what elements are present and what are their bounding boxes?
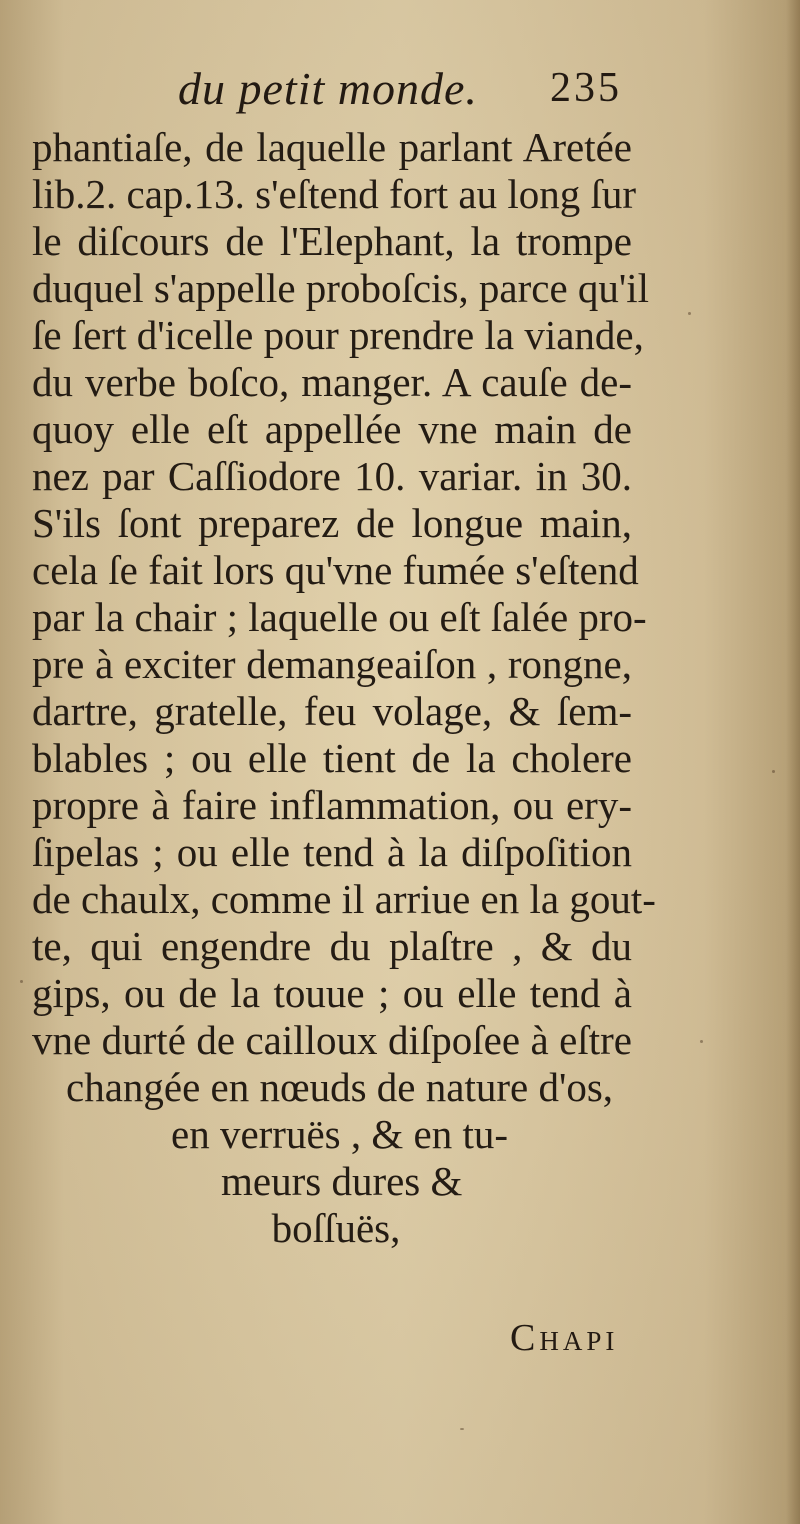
running-head (0, 62, 800, 132)
text-line: lib.2. cap.13. s'eſtend fort au long ſur (32, 171, 637, 217)
running-head-title: du petit monde. (178, 63, 478, 114)
text-line: gips, ou de la touue ; ou elle tend à (32, 970, 632, 1016)
text-line: meurs dures & (221, 1158, 463, 1204)
text-line: ſe ſert d'icelle pour prendre la viande, (32, 312, 644, 358)
text-line: quoy elle eſt appellée vne main de (32, 406, 632, 452)
text-line: le diſcours de l'Elephant, la trompe (32, 218, 632, 264)
text-line: de chaulx, comme il arriue en la gout- (32, 876, 656, 922)
text-line: du verbe boſco, manger. A cauſe de- (32, 359, 632, 405)
text-line: pre à exciter demangeaiſon , rongne, (32, 641, 632, 687)
text-line: phantiaſe, de laquelle parlant Aretée (32, 124, 632, 170)
page-edge-shadow (786, 0, 800, 1524)
paper-speck (700, 1040, 703, 1043)
text-line: dartre, gratelle, feu volage, & ſem- (32, 688, 632, 734)
page-number: 235 (550, 65, 622, 111)
text-line: S'ils ſont preparez de longue main, (32, 500, 632, 546)
text-line: te, qui engendre du plaſtre , & du (32, 923, 632, 969)
text-line: changée en nœuds de nature d'os, (66, 1064, 614, 1110)
text-line: ſipelas ; ou elle tend à la diſpoſition (32, 829, 632, 875)
text-line: en verruës , & en tu- (171, 1111, 508, 1157)
text-line: vne durté de cailloux diſpoſee à eſtre (32, 1017, 632, 1063)
text-line: cela ſe fait lors qu'vne fumée s'eſtend (32, 547, 639, 593)
paper-speck (688, 312, 691, 315)
text-line: nez par Caſſiodore 10. variar. in 30. (32, 453, 632, 499)
text-line: par la chair ; laquelle ou eſt ſalée pro- (32, 594, 647, 640)
text-line: propre à faire inflammation, ou ery- (32, 782, 632, 828)
paper-speck (20, 980, 23, 983)
text-line: boſſuës, (271, 1205, 401, 1251)
text-line: blables ; ou elle tient de la cholere (32, 735, 632, 781)
paper-speck (772, 770, 775, 773)
text-line: duquel s'appelle proboſcis, parce qu'il (32, 265, 650, 311)
catchword: Chapi (510, 1317, 619, 1359)
paper-speck (460, 1428, 464, 1430)
body-text (32, 124, 656, 1252)
